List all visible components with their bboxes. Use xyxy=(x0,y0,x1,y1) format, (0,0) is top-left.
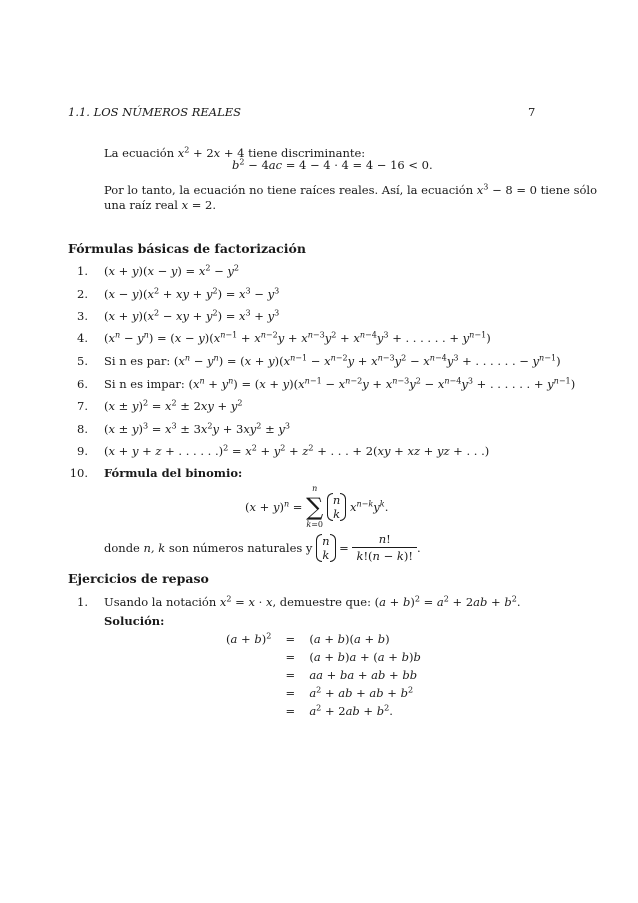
intro-text-3: una raíz real xyxy=(104,198,178,212)
formula-4: $(x^n - y^n) = (x - y)(x^{n-1} + x^{n-2}y + x^{n-3}y^2 + x^{n-4}y^3$ + . . . . . . + $y^{n-1}$) xyxy=(104,330,491,345)
formula-number: 3. xyxy=(77,309,88,323)
intro-line-3: una raíz real x = 2. xyxy=(104,198,216,212)
discriminant-equation: $b^2 - 4ac = 4 - 4 \cdot 4 = 4 - 16 < 0$. xyxy=(232,157,433,172)
binomial-fraction: $\frac{n!}{k!(n - k)!}$ xyxy=(352,532,417,563)
binomial-formula: $(x + y)^n$ = n ∑ k=0 n k $x^{n-k}y^k$. xyxy=(245,484,389,529)
solution-derivation xyxy=(226,630,421,720)
formula-5: Si n es par: $(x^n - y^n) = (x + y)(x^{n-1} - x^{n-2}y + x^{n-3}y^2 - x^{n-4}y^3$ + . . . . . . − $y^{n-1}$) xyxy=(104,353,561,368)
formula-6: Si n es impar: $(x^n + y^n) = (x + y)(x^{n-1} - x^{n-2}y + x^{n-3}y^2 - x^{n-4}y^3$ + . . . . . . + $y^{n-1}$) xyxy=(104,376,576,391)
formula-1: $(x + y)(x - y) = x^2 - y^2$ xyxy=(104,263,240,278)
derivation-row: = aa + ba + ab + bb xyxy=(285,668,418,682)
binomial-label: Fórmula del binomio: xyxy=(104,466,243,480)
binomial-coefficient: n k xyxy=(316,534,335,562)
formula-number: 10. xyxy=(69,466,88,480)
formula-8: $(x \pm y)^3 = x^3 \pm 3x^2y + 3xy^2 \pm y^3$ xyxy=(104,421,290,436)
formula-5-prefix: Si n es par: xyxy=(104,354,171,368)
formula-number: 7. xyxy=(77,399,88,413)
formula-number: 1. xyxy=(77,264,88,278)
binomial-definition: donde n, k son números naturales y n k = $\frac{n!}{k!(n - k)!}$ . xyxy=(104,532,421,563)
donde-text: donde xyxy=(104,540,140,555)
formula-number: 9. xyxy=(77,444,88,458)
formula-number: 8. xyxy=(77,422,88,436)
intro-text-2: Por lo tanto, la ecuación no tiene raíces reales. Así, la ecuación xyxy=(104,183,474,197)
derivation-row: = $a^2 + 2ab + b^2$. xyxy=(285,703,393,718)
intro-text-2-tail: tiene sólo xyxy=(540,183,598,197)
page-number: 7 xyxy=(528,105,536,119)
formula-number: 6. xyxy=(77,377,88,391)
exercise-1: Usando la notación $x^2 = x \cdot x$, demuestre que: $(a + b)^2 = a^2 + 2ab + b^2$. xyxy=(104,594,521,609)
formula-number: 5. xyxy=(77,354,88,368)
formula-2: $(x - y)(x^2$ + xy + $y^2) = x^3 - y^3$ xyxy=(104,286,280,301)
derivation-row: = $a^2$ + ab + ab + $b^2$ xyxy=(285,685,414,700)
running-header: 1.1. LOS NÚMEROS REALES xyxy=(68,105,242,119)
formula-3: $(x + y)(x^2$ − xy + $y^2) = x^3 + y^3$ xyxy=(104,308,280,323)
formula-9: (x + y + z + . . . . . $.)^2 = x^2 + y^2 + z^2$ + . . . + 2(xy + xz + yz + . . .) xyxy=(104,443,490,458)
intro-text: La ecuación xyxy=(104,146,175,160)
exercise-number: 1. xyxy=(77,595,88,609)
donde-tail: son números naturales y xyxy=(168,540,313,555)
formula-number: 4. xyxy=(77,331,88,345)
exercise-mid: , demuestre que: xyxy=(272,595,371,609)
intro-line-2: Por lo tanto, la ecuación no tiene raíces reales. Así, la ecuación $x^3 - 8 = 0$ tiene sólo xyxy=(104,182,598,197)
formulas-title: Fórmulas básicas de factorización xyxy=(68,241,306,256)
sum-symbol: n ∑ k=0 xyxy=(306,484,324,529)
derivation-row: $(a + b)^2$ = (a + b)(a + b) xyxy=(226,631,390,646)
binomial-coefficient: n k xyxy=(327,493,346,521)
solution-label: Solución: xyxy=(104,614,165,628)
derivation-row: = (a + b)a + (a + b)b xyxy=(285,650,421,664)
formula-number: 2. xyxy=(77,287,88,301)
equation-inline: $x^2 + 2x + 4$ xyxy=(177,145,245,160)
intro-text-tail: tiene discriminante: xyxy=(248,146,366,160)
formula-7: $(x \pm y)^2 = x^2 \pm 2xy + y^2$ xyxy=(104,398,243,413)
exercises-title: Ejercicios de repaso xyxy=(68,571,209,586)
exercise-text: Usando la notación xyxy=(104,595,217,609)
formula-6-prefix: Si n es impar: xyxy=(104,377,185,391)
